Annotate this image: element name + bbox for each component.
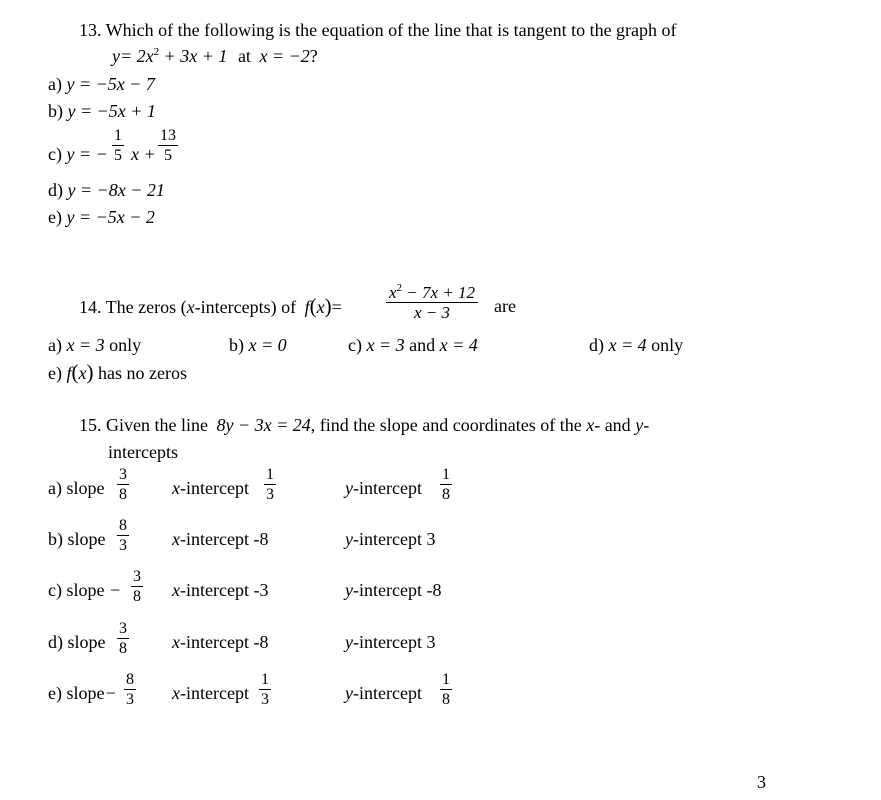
q15-stem-line2: intercepts bbox=[108, 442, 178, 462]
q13-function: $y= 2x^2 + 3x + 1$ at x = −2? bbox=[112, 46, 318, 66]
q15-stem: 15. Given the line 8y − 3x = 24, find the slope and coordinates of the x- and y- bbox=[79, 415, 650, 435]
q15-option-a-yint-value: $\frac{1}{8}$ bbox=[442, 466, 450, 503]
page-number: 3 bbox=[757, 772, 766, 792]
q15-option-e-slope: $\frac{8}{3}$ bbox=[126, 671, 134, 708]
q15-option-d-xint: x-intercept -8 bbox=[172, 632, 269, 652]
q15-option-a-slope: $\frac{3}{8}$ bbox=[119, 466, 127, 503]
q14-option-a: a) x = 3 only bbox=[48, 335, 142, 355]
q13-option-a: a) y = −5x − 7 bbox=[48, 74, 155, 94]
q13-option-d: d) y = −8x − 21 bbox=[48, 180, 165, 200]
q15-option-c-slope: $\frac{3}{8}$ bbox=[133, 568, 141, 605]
q15-option-c-label: c) slope − bbox=[48, 580, 122, 600]
q15-option-a-yint: y-intercept bbox=[345, 478, 422, 498]
q13-stem: 13. Which of the following is the equation of the line that is tangent to the graph of bbox=[79, 20, 677, 40]
q15-option-d-yint: y-intercept 3 bbox=[345, 632, 436, 652]
q13-option-e: e) y = −5x − 2 bbox=[48, 207, 155, 227]
q15-option-a-xint-value: $\frac{1}{3}$ bbox=[266, 466, 274, 503]
q15-option-d-label: d) slope bbox=[48, 632, 106, 652]
q15-option-e-label: e) slope− bbox=[48, 683, 117, 703]
q14-stem-end: are bbox=[494, 296, 516, 316]
q14-option-c: c) x = 3 and x = 4 bbox=[348, 335, 478, 355]
q15-option-c-yint: y-intercept -8 bbox=[345, 580, 442, 600]
q13-option-c-fraction-2: $\frac{13}{5}$ bbox=[160, 127, 176, 164]
q13-option-c-middle: x + bbox=[131, 144, 156, 164]
q14-option-d: d) x = 4 only bbox=[589, 335, 684, 355]
q14-option-b: b) x = 0 bbox=[229, 335, 287, 355]
q15-option-e-yint: y-intercept bbox=[345, 683, 422, 703]
q15-option-a-label: a) slope bbox=[48, 478, 105, 498]
q15-option-b-slope: $\frac{8}{3}$ bbox=[119, 517, 127, 554]
q15-option-c-xint: x-intercept -3 bbox=[172, 580, 269, 600]
q15-option-e-xint: x-intercept bbox=[172, 683, 249, 703]
q13-option-b: b) y = −5x + 1 bbox=[48, 101, 156, 121]
q15-option-e-yint-value: $\frac{1}{8}$ bbox=[442, 671, 450, 708]
q15-option-d-slope: $\frac{3}{8}$ bbox=[119, 620, 127, 657]
q15-option-b-xint: x-intercept -8 bbox=[172, 529, 269, 549]
q15-option-e-xint-value: $\frac{1}{3}$ bbox=[261, 671, 269, 708]
q14-function-fraction: $\frac{x^2 - 7x + 12}{x - 3}$ bbox=[386, 284, 478, 321]
q14-stem: 14. The zeros (x-intercepts) of f(x)= bbox=[79, 294, 342, 318]
q15-option-b-yint: y-intercept 3 bbox=[345, 529, 436, 549]
q15-option-b-label: b) slope bbox=[48, 529, 106, 549]
q13-option-c-fraction-1: $\frac{1}{5}$ bbox=[114, 127, 122, 164]
q14-option-e: e) f(x) has no zeros bbox=[48, 360, 187, 384]
q13-option-c: c) y = − bbox=[48, 144, 108, 164]
q15-option-a-xint: x-intercept bbox=[172, 478, 249, 498]
